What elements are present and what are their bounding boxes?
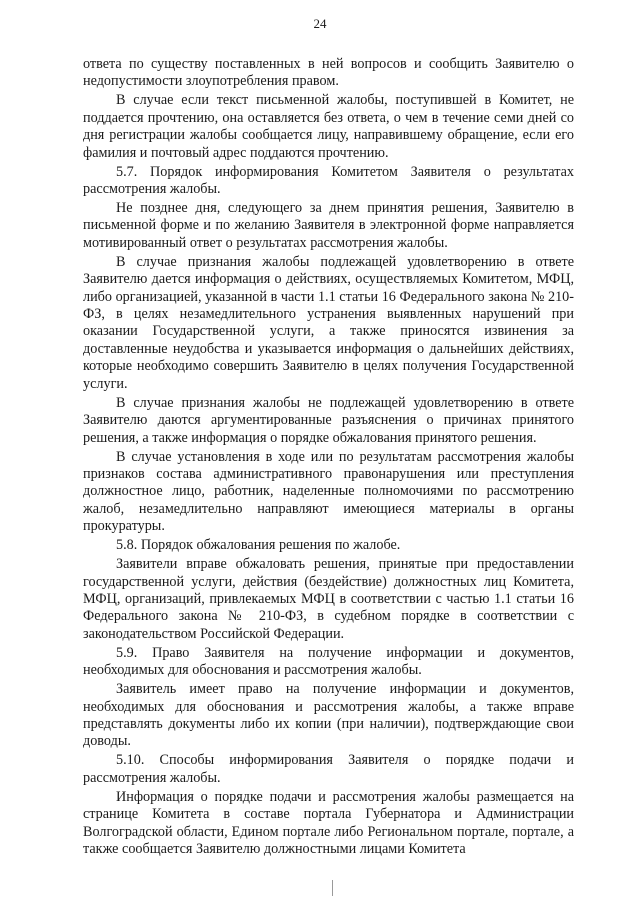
paragraph: Не позднее дня, следующего за днем принятия решения, Заявителю в письменной форме и по желанию Заявителя в электронной форме направляется мотивированный ответ о результатах рассмотрения жалобы. [83,200,574,251]
section-heading: 5.7. Порядок информирования Комитетом Заявителя о результатах рассмотрения жалобы. [83,163,574,198]
paragraph: Заявители вправе обжаловать решения, принятые при предоставлении государственной услуги, действия (бездействие) должностных лиц Комитета, МФЦ, организаций, привлекаемых МФЦ в соответствии с частью 1.1 статьи 16 Федерального закона № 210-ФЗ, в судебном порядке в соответствии с законодательством Российской Федерации. [83,556,574,642]
paragraph: В случае признания жалобы не подлежащей удовлетворению в ответе Заявителю даются аргументированные разъяснения о причинах принятого решения, а также информация о порядке обжалования принятого решения. [83,394,574,446]
paragraph: В случае признания жалобы подлежащей удовлетворению в ответе Заявителю дается информация о действиях, осуществляемых Комитетом, МФЦ, либо организацией, указанной в части 1.1 статьи 16 Федерального закона № 210-ФЗ, в целях незамедлительного устранения выявленных нарушений при оказании Государственной услуги, а также приносятся извинения за доставленные неудобства и указывается информация о дальнейших действиях, которые необходимо совершить Заявителю в целях получения Государственной услуги. [83,253,574,392]
section-heading: 5.8. Порядок обжалования решения по жалобе. [116,537,401,554]
paragraph: Заявитель имеет право на получение информации и документов, необходимых для обоснования и рассмотрения жалобы, а также вправе представлять документы либо их копии (при наличии), подтверждающие свои доводы. [83,681,574,750]
section-heading: 5.10. Способы информирования Заявителя о порядке подачи и рассмотрения жалобы. [83,752,574,786]
paragraph: Информация о порядке подачи и рассмотрения жалобы размещается на странице Комитета в составе портала Губернатора и Администрации Волгоградской области, Едином портале либо Региональном портале, портале, а также сообщается Заявителю должностными лицами Комитета [83,788,574,857]
paragraph: В случае если текст письменной жалобы, поступившей в Комитет, не поддается прочтению, она оставляется без ответа, о чем в течение семи дней со дня регистрации жалобы сообщается лицу, направившему обращение, если его фамилия и почтовый адрес поддаются прочтению. [83,92,574,161]
paragraph: ответа по существу поставленных в ней вопросов и сообщить Заявителю о недопустимости злоупотребления правом. [83,56,574,90]
paragraph: В случае установления в ходе или по результатам рассмотрения жалобы признаков состава административного правонарушения или преступления должностное лицо, работник, наделенные полномочиями по рассмотрению жалоб, незамедлительно направляют имеющиеся материалы в органы прокуратуры. [83,448,574,535]
page-number: 24 [313,16,327,31]
scan-mark [332,880,333,896]
document-body [83,56,574,858]
section-heading: 5.9. Право Заявителя на получение информации и документов, необходимых для обоснования и рассмотрения жалобы. [83,644,574,679]
